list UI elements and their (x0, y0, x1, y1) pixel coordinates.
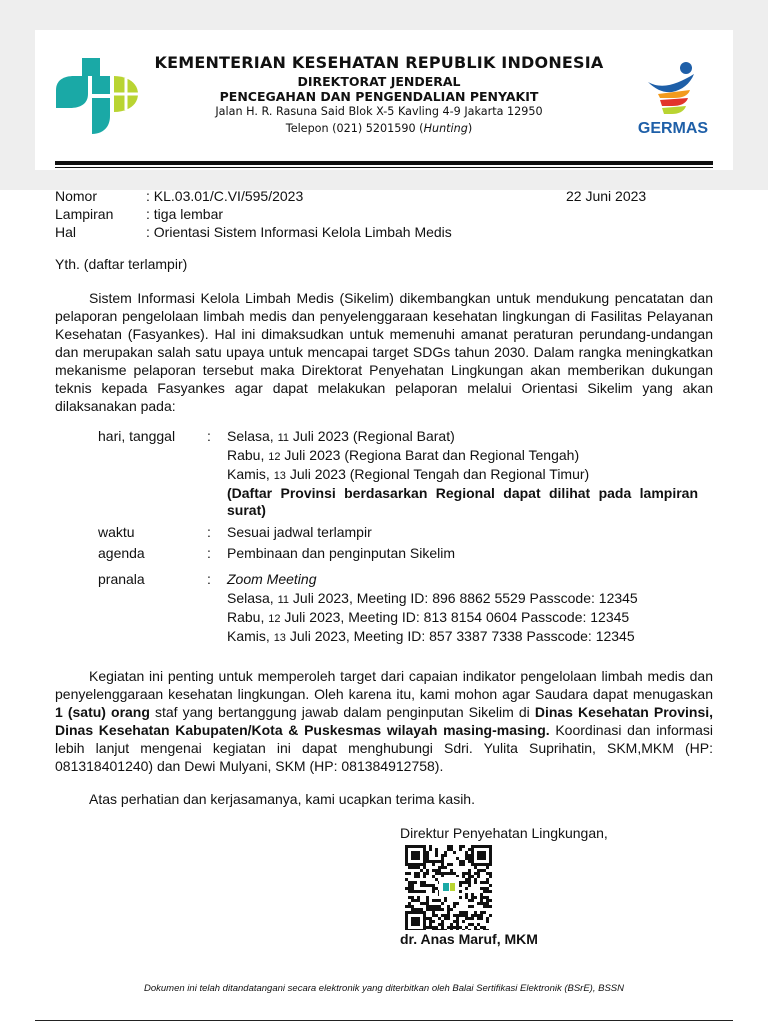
detail-hari-tanggal: hari, tanggal : Selasa, 11 Juli 2023 (Regional Barat) Rabu, 12 Juli 2023 (Regiona Barat dan Regional Tengah) Kamis, 13 Juli 2023 (Regional Tengah dan Regional Timur) (Daftar Provinsi berdasarkan Regional dapat dilihat pada lampiran surat) (98, 428, 698, 518)
detail-pranala: pranala : Zoom Meeting Selasa, 11 Juli 2023, Meeting ID: 896 8862 5529 Passcode: 12345 Rabu, 12 Juli 2023, Meeting ID: 813 8154 0604 Passcode: 12345 Kamis, 13 Juli 2023, Meeting ID: 857 3387 7338 Passcode: 12345 (98, 571, 698, 647)
header-rule-thin (55, 167, 713, 168)
header-rule-thick (55, 161, 713, 165)
meta-row-hal: Hal : Orientasi Sistem Informasi Kelola Limbah Medis (55, 224, 452, 240)
detail-agenda: agenda : Pembinaan dan penginputan Sikelim (98, 545, 456, 561)
day-line-1: Selasa, 11 Juli 2023 (Regional Barat) (227, 428, 455, 444)
letter-meta (55, 187, 452, 241)
address-line: Jalan H. R. Rasuna Said Blok X-5 Kavling 4-9 Jakarta 12950 (215, 105, 543, 118)
detail-waktu: waktu : Sesuai jadwal terlampir (98, 524, 372, 540)
staff-count: 1 (satu) orang (55, 704, 150, 720)
paragraph-intro: Sistem Informasi Kelola Limbah Medis (Sikelim) dikembangkan untuk mendukung pencatatan dan pelaporan pengelolaan limbah medis dan penyelenggaraan kesehatan lingkungan di Fasilitas Pelayanan Kesehatan (Fasyankes). Hal ini dimaksudkan untuk memenuhi amanat peraturan perundang-undangan dan merupakan salah satu upaya untuk mencapai target SDGs tahun 2030. Dalam rangka meningkatkan mekanisme pelaporan tersebut maka Direktorat Penyehatan Lingkungan akan memberikan dukungan teknis kepada Fasyankes agar dapat melakukan pelaporan melalui Orientasi Sikelim yang akan dilaksanakan pada: (55, 290, 713, 414)
directorate-name: DIREKTORAT JENDERAL (297, 74, 461, 89)
signatory-name: dr. Anas Maruf, MKM (400, 931, 538, 947)
target-offices: Dinas Kesehatan Provinsi, Dinas Kesehatan Kabupaten/Kota & Puskesmas wilayah masing-masing. (55, 704, 714, 738)
meta-row-nomor: Nomor : KL.03.01/C.VI/595/2023 (55, 188, 304, 204)
province-note: (Daftar Provinsi berdasarkan Regional dapat dilihat pada lampiran surat) (227, 485, 698, 518)
meeting-line-2: Rabu, 12 Juli 2023, Meeting ID: 813 8154 0604 Passcode: 12345 (227, 609, 630, 625)
ministry-name: KEMENTERIAN KESEHATAN REPUBLIK INDONESIA (154, 53, 604, 72)
day-line-3: Kamis, 13 Juli 2023 (Regional Tengah dan Regional Timur) (227, 466, 590, 482)
phone-line: Telepon (021) 5201590 (Hunting) (285, 122, 473, 135)
zoom-meeting-label: Zoom Meeting (227, 571, 317, 587)
letter-date: 22 Juni 2023 (566, 188, 647, 204)
meta-row-lampiran: Lampiran : tiga lembar (55, 206, 224, 222)
salutation: Yth. (daftar terlampir) (55, 256, 188, 272)
meeting-line-3: Kamis, 13 Juli 2023, Meeting ID: 857 3387 7338 Passcode: 12345 (227, 628, 635, 644)
division-name: PENCEGAHAN DAN PENGENDALIAN PENYAKIT (219, 89, 539, 104)
signature-qr-code (404, 845, 494, 930)
ministry-logo-icon (52, 50, 142, 140)
phone-hunting: Hunting (423, 122, 468, 135)
day-line-2: Rabu, 12 Juli 2023 (Regiona Barat dan Regional Tengah) (227, 447, 580, 463)
page-bottom-line (35, 1020, 733, 1021)
signatory-title: Direktur Penyehatan Lingkungan, (400, 825, 608, 841)
letterhead-text (140, 52, 618, 138)
e-sign-footer: Dokumen ini telah ditandatangani secara elektronik yang diterbitkan oleh Balai Sertifikasi Elektronik (BSrE), BSSN (144, 983, 624, 994)
germas-label: GERMAS (637, 120, 709, 137)
paragraph-request: Kegiatan ini penting untuk memperoleh target dari capaian indikator pengelolaan limbah medis dan penyelenggaraan kesehatan lingkungan. Oleh karena itu, kami mohon agar Saudara dapat menugaskan 1 (satu) orang staf yang bertanggung jawab dalam penginputan Sikelim di Dinas Kesehatan Provinsi, Dinas Kesehatan Kabupaten/Kota & Puskesmas wilayah masing-masing. Koordinasi dan informasi lebih lanjut mengenai kegiatan ini dapat menghubungi Sdri. Yulita Suprihatin, SKM,MKM (HP: 081318401240) dan Dewi Mulyani, SKM (HP: 081384912758). (55, 668, 714, 774)
closing-line: Atas perhatian dan kerjasamanya, kami ucapkan terima kasih. (89, 791, 475, 807)
meeting-line-1: Selasa, 11 Juli 2023, Meeting ID: 896 8862 5529 Passcode: 12345 (227, 590, 638, 606)
